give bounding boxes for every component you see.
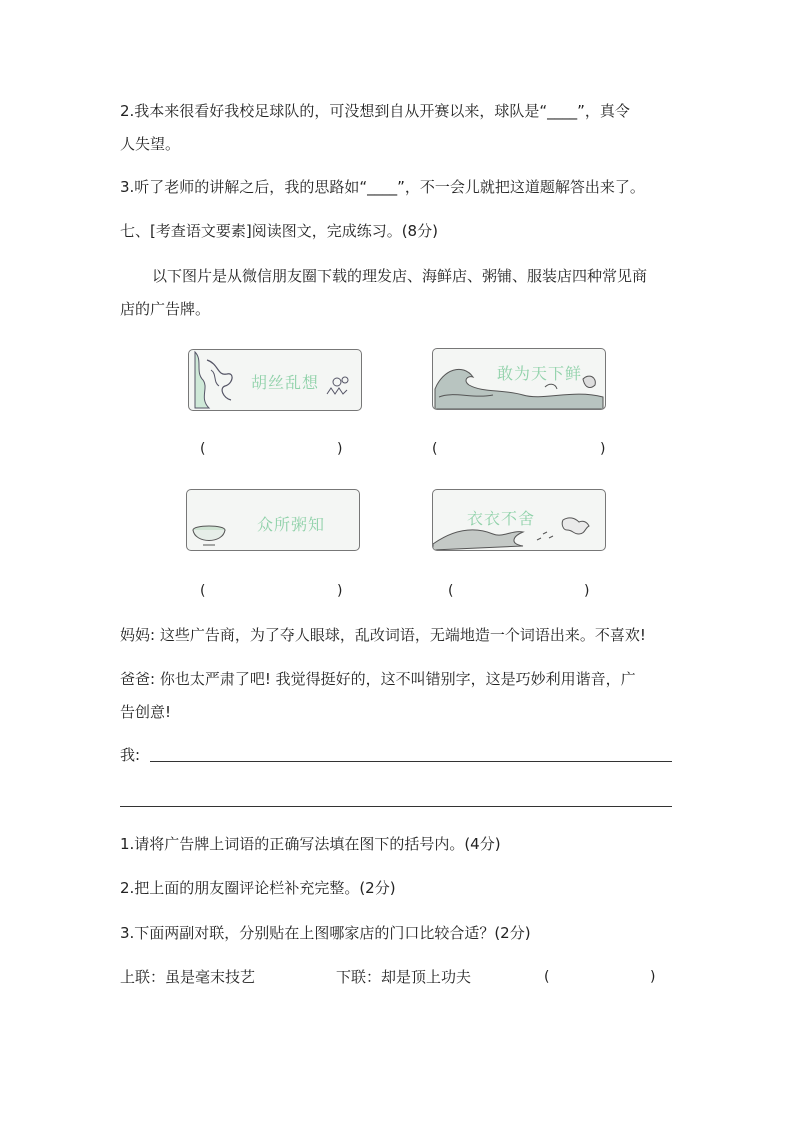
sign-porridge — [186, 489, 360, 551]
answer-paren-close-3: ) — [337, 583, 343, 599]
answer-line-2[interactable] — [120, 806, 672, 807]
comment-dad-line2: 告创意! — [120, 703, 172, 721]
comment-me-label: 我: — [120, 746, 141, 764]
couplet-upper: 上联：虽是毫末技艺 — [120, 968, 256, 986]
answer-paren-close-2: ) — [600, 441, 606, 457]
answer-paren-close-5: ) — [650, 969, 656, 985]
answer-paren-open-2: ( — [432, 441, 438, 457]
sign-seafood — [432, 348, 606, 410]
answer-paren-close-4: ) — [584, 583, 590, 599]
comment-mom: 妈妈: 这些广告商，为了夺人眼球，乱改词语，无端地造一个词语出来。不喜欢! — [120, 626, 646, 644]
answer-line-1[interactable] — [150, 761, 672, 762]
q6-item2-line2: 人失望。 — [120, 135, 181, 153]
sign-barber — [188, 349, 362, 411]
sign-seafood-text: 敢为天下鲜 — [497, 364, 583, 383]
q7-heading: 七、[考查语文要素]阅读图文，完成练习。(8分) — [120, 222, 438, 240]
q7-intro-line1: 以下图片是从微信朋友圈下载的理发店、海鲜店、粥铺、服装店四种常见商 — [152, 267, 648, 285]
sign-porridge-text: 众所粥知 — [257, 515, 326, 534]
comment-dad-line1: 爸爸: 你也太严肃了吧! 我觉得挺好的，这不叫错别字，这是巧妙利用谐音，广 — [120, 670, 636, 688]
task-2: 2.把上面的朋友圈评论栏补充完整。(2分) — [120, 879, 396, 897]
answer-paren-close-1: ) — [337, 441, 343, 457]
q7-intro-line2: 店的广告牌。 — [120, 300, 211, 318]
task-1: 1.请将广告牌上词语的正确写法填在图下的括号内。(4分) — [120, 835, 501, 853]
answer-paren-open-1: ( — [200, 441, 206, 457]
q6-item3: 3.听了老师的讲解之后，我的思路如“____”，不一会儿就把这道题解答出来了。 — [120, 178, 645, 196]
q6-item2-line1: 2.我本来很看好我校足球队的，可没想到自从开赛以来，球队是“____”，真令 — [120, 102, 630, 120]
sign-clothing — [432, 489, 606, 551]
answer-paren-open-4: ( — [448, 583, 454, 599]
answer-paren-open-5: ( — [544, 969, 550, 985]
sign-clothing-text: 衣衣不舍 — [467, 509, 536, 528]
couplet-lower: 下联：却是顶上功夫 — [336, 968, 472, 986]
sign-barber-text: 胡丝乱想 — [251, 373, 320, 392]
task-3: 3.下面两副对联，分别贴在上图哪家店的门口比较合适？(2分) — [120, 924, 531, 942]
answer-paren-open-3: ( — [200, 583, 206, 599]
